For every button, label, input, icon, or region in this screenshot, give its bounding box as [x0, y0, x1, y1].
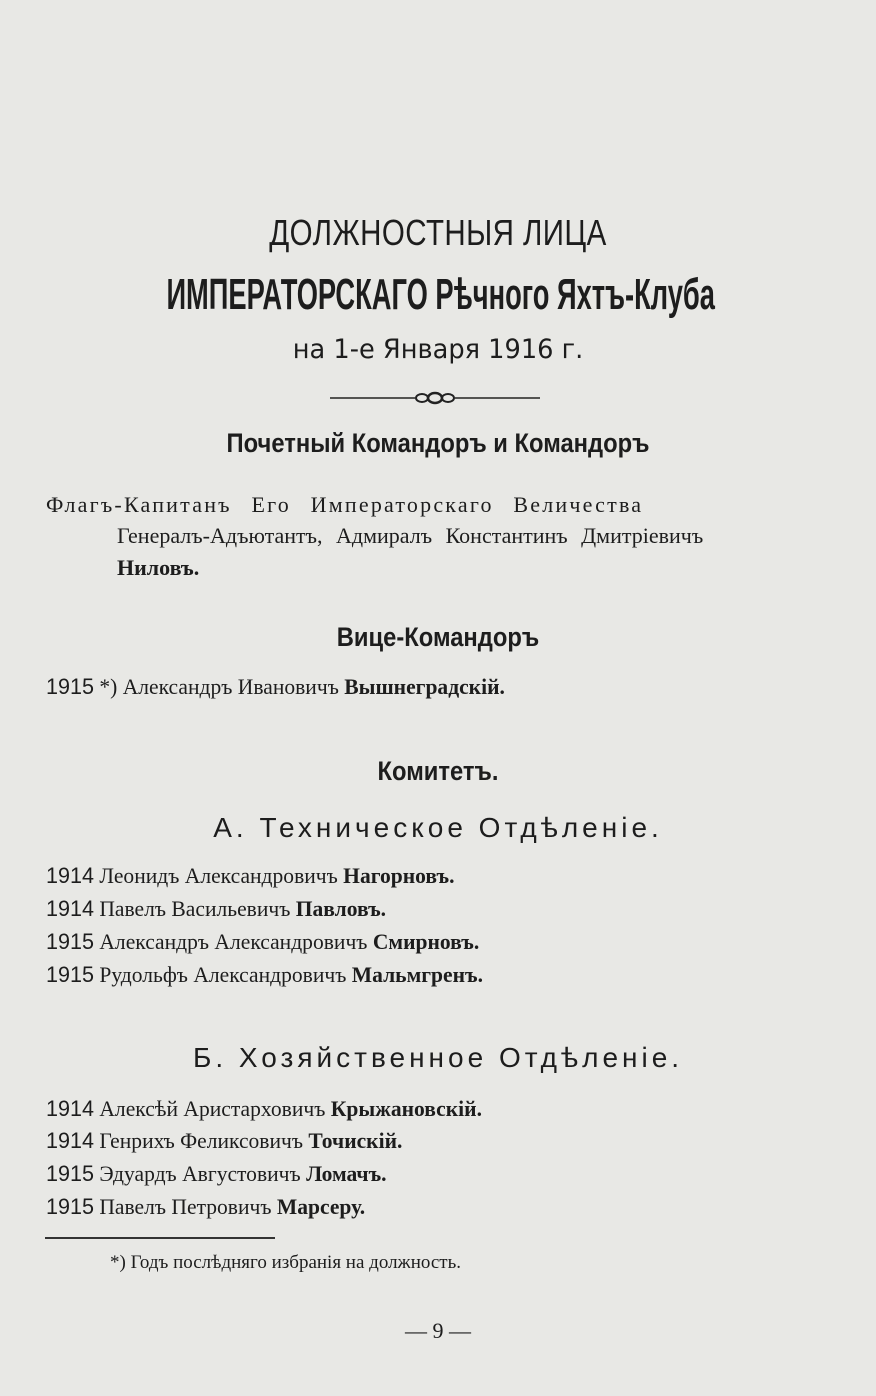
member-surname: Точискій.	[308, 1128, 403, 1153]
member-name: Павелъ Петровичъ	[99, 1194, 272, 1219]
member-year: 1914	[46, 1128, 94, 1153]
footnote: *) Годъ послѣдняго избранія на должность.	[110, 1252, 461, 1273]
member-year: 1915	[46, 929, 94, 954]
section-b-letter: Б.	[192, 1042, 228, 1073]
vice-row	[46, 674, 505, 700]
member-year: 1915	[46, 962, 94, 987]
vice-name: Александръ Ивановичъ	[122, 674, 339, 699]
vice-heading: Вице-Командоръ	[336, 622, 540, 652]
member-row	[46, 1096, 482, 1122]
member-name: Александръ Александровичъ	[99, 929, 368, 954]
section-a-heading	[0, 812, 876, 844]
ornament-divider	[330, 390, 540, 406]
section-a-letter: А.	[213, 812, 248, 843]
member-name: Леонидъ Александровичъ	[99, 863, 338, 888]
honorary-surname: Ниловъ.	[117, 555, 200, 580]
member-name: Алексѣй Аристарховичъ	[99, 1096, 326, 1121]
section-a-title: Техническое Отдѣленіе.	[259, 812, 663, 843]
member-row	[46, 896, 386, 922]
member-surname: Марсеру.	[276, 1194, 366, 1219]
member-row	[46, 929, 479, 955]
honorary-line-1: Флагъ-Капитанъ Его Императорскаго Величества	[46, 492, 644, 517]
page-number: — 9 —	[405, 1318, 471, 1343]
vice-surname: Вышнеградскій.	[344, 674, 505, 699]
member-name: Рудольфъ Александровичъ	[99, 962, 347, 987]
member-surname: Нагорновъ.	[343, 863, 455, 888]
member-name: Генрихъ Феликсовичъ	[99, 1128, 304, 1153]
committee-heading: Комитетъ.	[377, 756, 499, 786]
vice-year: 1915	[46, 674, 94, 699]
member-year: 1915	[46, 1161, 94, 1186]
honorary-line-2: Генералъ-Адъютантъ, Адмиралъ Константинъ Дмитріевичъ	[117, 523, 704, 548]
member-surname: Мальмгренъ.	[351, 962, 484, 987]
member-year: 1914	[46, 1096, 94, 1121]
section-b-title: Хозяйственное Отдѣленіе.	[238, 1042, 684, 1073]
member-year: 1915	[46, 1194, 94, 1219]
member-surname: Крыжановскій.	[330, 1096, 482, 1121]
vice-footnote-mark: *)	[99, 674, 118, 699]
footnote-rule	[45, 1237, 275, 1239]
honorary-heading: Почетный Командоръ и Командоръ	[226, 428, 650, 458]
member-row	[46, 1161, 387, 1187]
title-club-name: ИМПЕРАТОРСКАГО Рѣчного Яхтъ-Клуба	[166, 270, 715, 319]
member-name: Эдуардъ Августовичъ	[99, 1161, 301, 1186]
member-surname: Смирновъ.	[372, 929, 480, 954]
member-surname: Павловъ.	[295, 896, 387, 921]
member-row	[46, 962, 483, 988]
member-row	[46, 1128, 402, 1154]
member-year: 1914	[46, 863, 94, 888]
member-row	[46, 1194, 365, 1220]
member-row	[46, 863, 454, 889]
member-year: 1914	[46, 896, 94, 921]
member-surname: Ломачъ.	[306, 1161, 387, 1186]
title-date: на 1-е Января 1916 г.	[292, 334, 584, 365]
section-b-heading	[0, 1042, 876, 1074]
member-name: Павелъ Васильевичъ	[99, 896, 291, 921]
title-line-1: ДОЛЖНОСТНЫЯ ЛИЦА	[269, 212, 607, 253]
